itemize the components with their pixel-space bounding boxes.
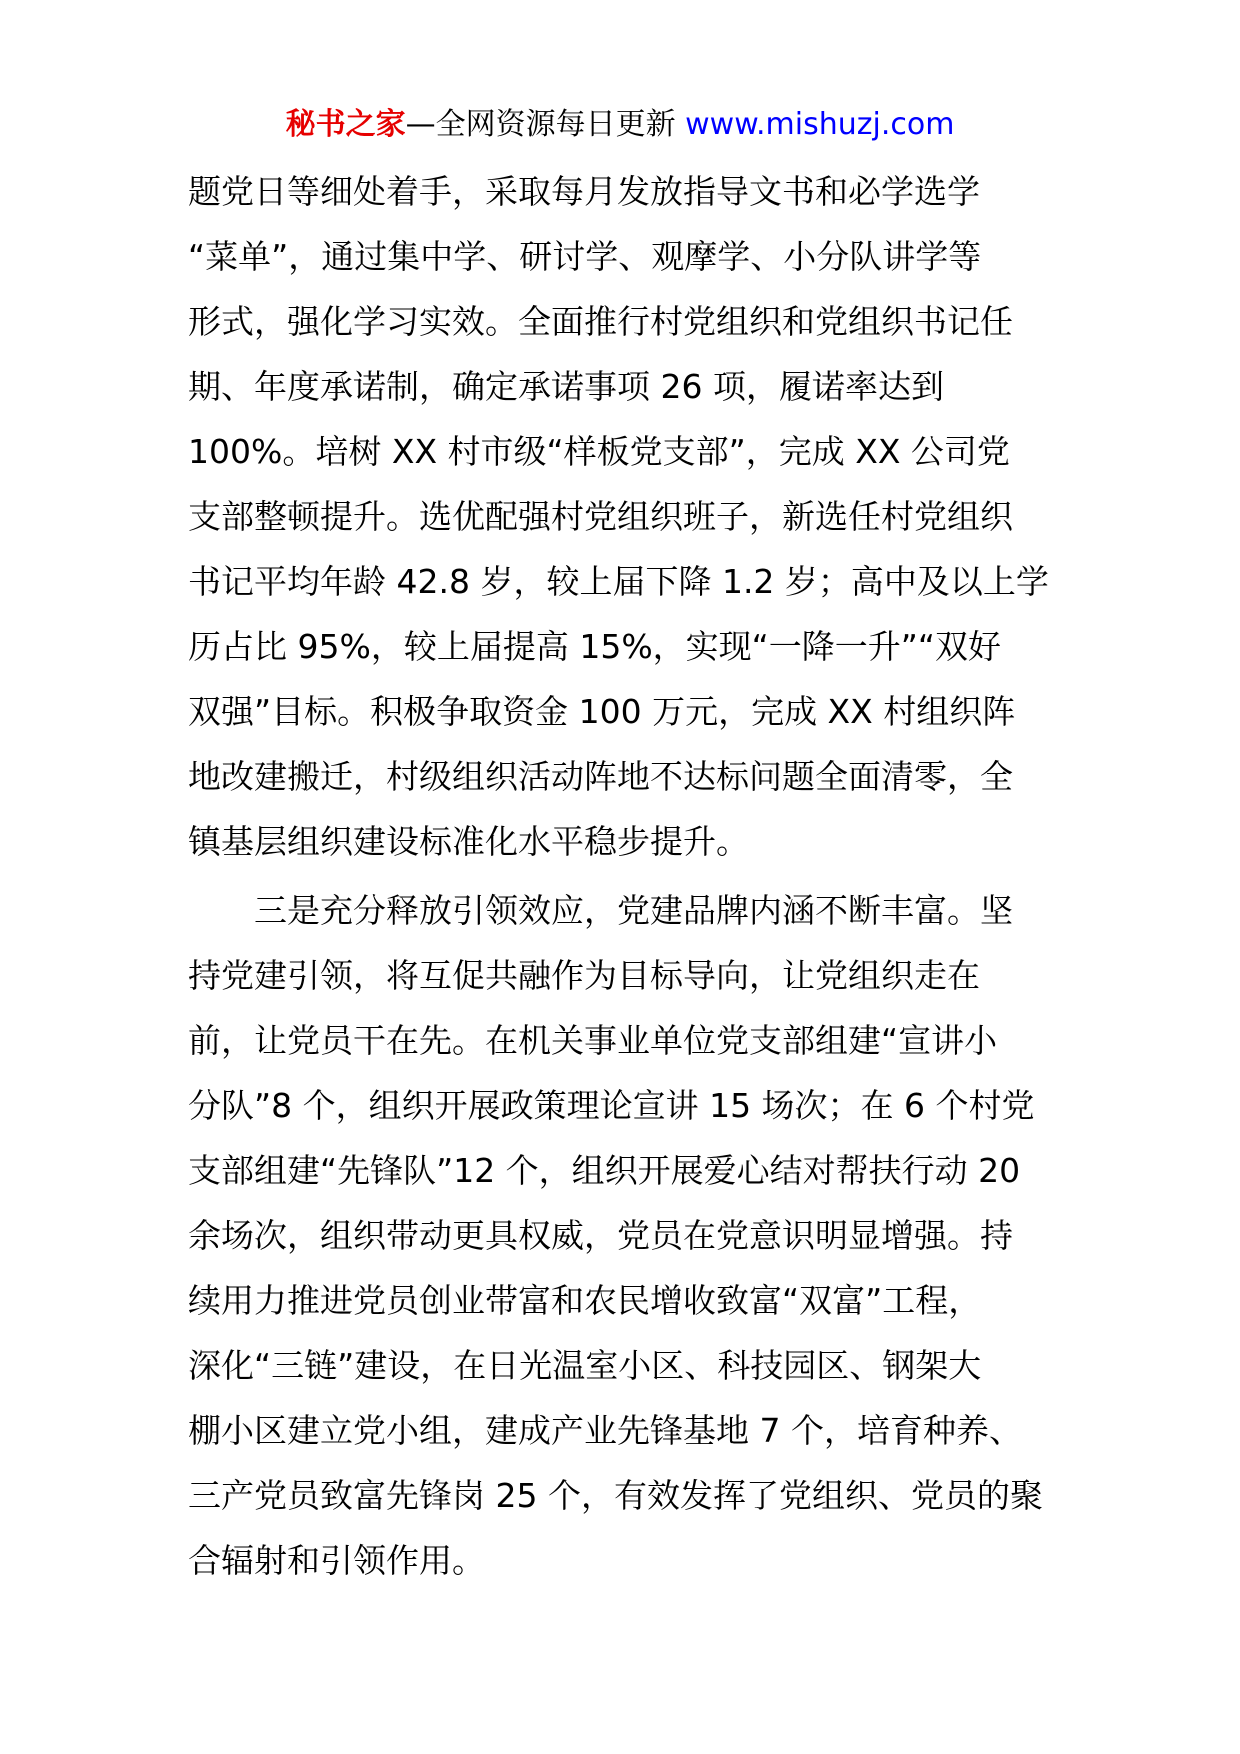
paragraph-1 xyxy=(188,159,1056,874)
text-line: 支部组建“先锋队”12 个，组织开展爱心结对帮扶行动 20 xyxy=(188,1151,1021,1190)
text-line: “菜单”，通过集中学、研讨学、观摩学、小分队讲学等 xyxy=(188,237,982,276)
text-line: 余场次，组织带动更具权威，党员在党意识明显增强。持 xyxy=(188,1216,1013,1255)
text-line: 合辐射和引领作用。 xyxy=(188,1541,485,1580)
text-line: 三产党员致富先锋岗 25 个，有效发挥了党组织、党员的聚 xyxy=(188,1476,1043,1515)
text-line: 题党日等细处着手，采取每月发放指导文书和必学选学 xyxy=(188,172,980,211)
text-line: 地改建搬迁，村级组织活动阵地不达标问题全面清零，全 xyxy=(188,757,1013,796)
text-line: 支部整顿提升。选优配强村党组织班子，新选任村党组织 xyxy=(188,497,1013,536)
site-url-link[interactable]: www.mishuzj.com xyxy=(685,107,955,142)
text-line: 历占比 95%，较上届提高 15%，实现“一降一升”“双好 xyxy=(188,627,1001,666)
text-line: 分队”8 个，组织开展政策理论宣讲 15 场次；在 6 个村党 xyxy=(188,1086,1035,1125)
site-name: 秘书之家 xyxy=(285,107,406,142)
document-body xyxy=(188,159,1056,1593)
text-line: 续用力推进党员创业带富和农民增收致富“双富”工程， xyxy=(188,1281,982,1320)
text-line: 持党建引领，将互促共融作为目标导向，让党组织走在 xyxy=(188,956,980,995)
text-line: 形式，强化学习实效。全面推行村党组织和党组织书记任 xyxy=(188,302,1013,341)
text-line: 镇基层组织建设标准化水平稳步提升。 xyxy=(188,822,749,861)
paragraph-2 xyxy=(188,878,1056,1593)
text-line: 100%。培树 XX 村市级“样板党支部”，完成 XX 公司党 xyxy=(188,432,1010,471)
text-line: 书记平均年龄 42.8 岁，较上届下降 1.2 岁；高中及以上学 xyxy=(188,562,1049,601)
text-line: 棚小区建立党小组，建成产业先锋基地 7 个，培育种养、 xyxy=(188,1411,1022,1450)
text-line: 前，让党员干在先。在机关事业单位党支部组建“宣讲小 xyxy=(188,1021,998,1060)
site-slogan: —全网资源每日更新 xyxy=(405,107,686,142)
text-line: 双强”目标。积极争取资金 100 万元，完成 XX 村组织阵 xyxy=(188,692,1016,731)
text-line: 三是充分释放引领效应，党建品牌内涵不断丰富。坚 xyxy=(188,891,1013,930)
text-line: 期、年度承诺制，确定承诺事项 26 项，履诺率达到 xyxy=(188,367,944,406)
page-header xyxy=(0,100,1240,150)
text-line: 深化“三链”建设，在日光温室小区、科技园区、钢架大 xyxy=(188,1346,982,1385)
